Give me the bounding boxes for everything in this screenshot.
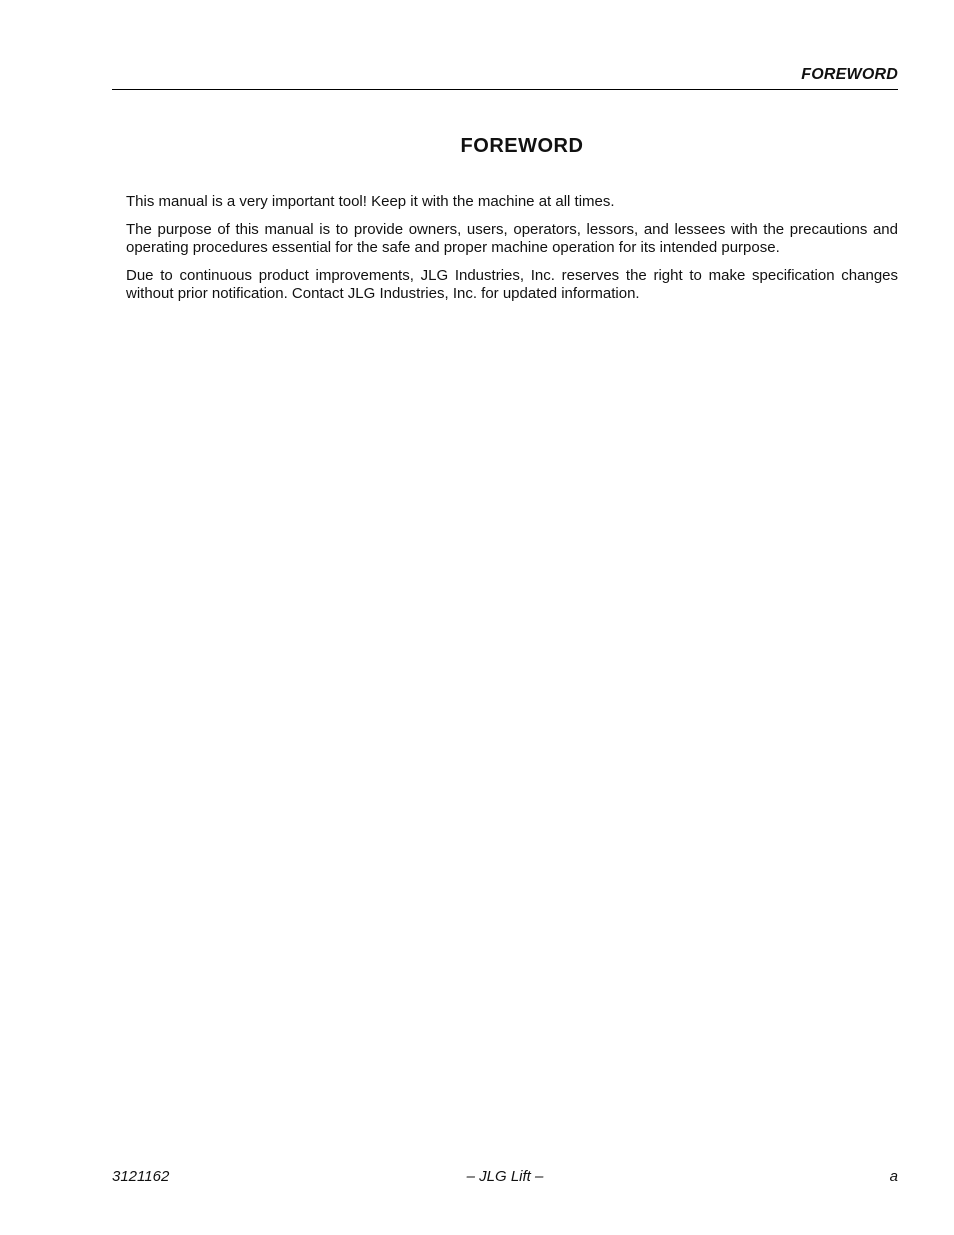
paragraph-importance: This manual is a very important tool! Keep it with the machine at all times. (126, 193, 615, 210)
footer-document-number: 3121162 (112, 1168, 170, 1185)
footer-page-number: a (889, 1168, 898, 1185)
page-footer (112, 1168, 898, 1188)
paragraph-purpose: The purpose of this manual is to provide owners, users, operators, lessors, and lessees with the precautions and operating procedures essential for the safe and proper machine operation for its intended purpose. (126, 220, 898, 256)
footer-publisher: – JLG Lift – (466, 1168, 544, 1185)
running-header (112, 66, 898, 90)
running-header-title: FOREWORD (801, 66, 898, 83)
paragraph-improvements: Due to continuous product improvements, JLG Industries, Inc. reserves the right to make specification changes without prior notification. Contact JLG Industries, Inc. for updated information. (126, 266, 898, 302)
page-title: FOREWORD (460, 135, 584, 157)
body-text (126, 193, 898, 313)
